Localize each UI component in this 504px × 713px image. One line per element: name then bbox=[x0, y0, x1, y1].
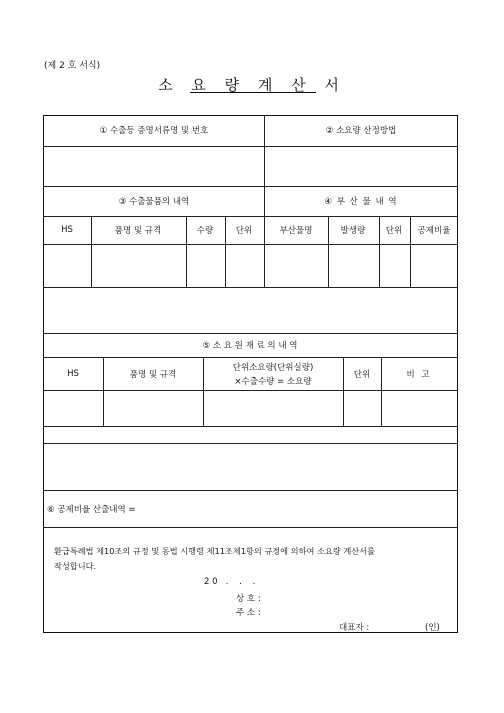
rule-8 bbox=[43, 390, 458, 391]
divider-sec2-2 bbox=[186, 216, 187, 287]
rule-7 bbox=[43, 357, 458, 358]
rule-9 bbox=[43, 426, 458, 427]
col-byproduct-unit: 단위 bbox=[385, 226, 403, 236]
statement-line-1: 환급특례법 제10조의 규정 및 동법 시행령 제11조제1항의 규정에 의하여 소요량 계산서를 bbox=[54, 546, 375, 556]
form-number: (제 2 호 서식) bbox=[44, 61, 101, 71]
divider-sec3-1 bbox=[103, 357, 104, 426]
rule-2 bbox=[43, 186, 458, 187]
divider-sec3-2 bbox=[203, 357, 204, 426]
col-hs: HS bbox=[61, 225, 73, 235]
company-name-label: 상 호 : bbox=[236, 594, 261, 604]
divider-sec2-6 bbox=[379, 216, 380, 287]
rule-1 bbox=[43, 146, 458, 147]
document-title: 소 요 량 계 산 서 bbox=[158, 76, 346, 94]
divider-sec2-3 bbox=[225, 216, 226, 287]
col-unit: 단위 bbox=[235, 226, 253, 236]
divider-sec3-4 bbox=[381, 357, 382, 426]
deduction-rate-calculation-label: ⑥ 공제비율 산출내역 = bbox=[47, 505, 136, 515]
rule-3 bbox=[43, 216, 458, 217]
divider-sec2-5 bbox=[328, 216, 329, 287]
raw-materials-header: ⑤ 소 요 원 재 료 의 내 역 bbox=[202, 341, 298, 351]
col-remarks: 비 고 bbox=[406, 370, 432, 380]
col-byproduct-name: 부산물명 bbox=[279, 226, 313, 236]
col-material-item-spec: 품명 및 규격 bbox=[129, 370, 177, 380]
col-material-hs: HS bbox=[67, 369, 79, 379]
divider-sec2-7 bbox=[410, 216, 411, 287]
rule-4 bbox=[43, 244, 458, 245]
col-export-quantity: ×수출수량 = 소요량 bbox=[234, 377, 312, 387]
col-amount-generated: 발생량 bbox=[340, 226, 366, 236]
rule-10 bbox=[43, 443, 458, 444]
rule-11 bbox=[43, 490, 458, 491]
col-unit-requirement: 단위소요량(단위실량) bbox=[232, 363, 314, 373]
calculation-method-header: ② 소요량 산정방법 bbox=[325, 126, 397, 136]
address-label: 주 소 : bbox=[236, 608, 261, 618]
representative-label: 대표자 : bbox=[339, 623, 370, 633]
rule-12 bbox=[43, 527, 458, 528]
rule-5 bbox=[43, 287, 458, 288]
statement-line-2: 작성합니다. bbox=[54, 561, 97, 571]
byproduct-header: ④ 부 산 물 내 역 bbox=[324, 197, 398, 207]
export-goods-header: ③ 수출물품의 내역 bbox=[118, 197, 190, 207]
col-deduction-rate: 공제비율 bbox=[417, 226, 451, 236]
divider-sec3-3 bbox=[343, 357, 344, 426]
seal-mark: (인) bbox=[425, 623, 440, 633]
col-quantity: 수량 bbox=[196, 226, 214, 236]
title-underline bbox=[190, 92, 316, 93]
rule-6 bbox=[43, 333, 458, 334]
col-material-unit: 단위 bbox=[353, 370, 371, 380]
export-document-header: ① 수출등 증명서류명 및 번호 bbox=[99, 126, 209, 136]
date-line: 2 0 . . . bbox=[204, 577, 256, 587]
divider-sec2-1 bbox=[91, 216, 92, 287]
col-item-spec: 품명 및 규격 bbox=[114, 226, 162, 236]
divider-section1 bbox=[264, 115, 265, 216]
divider-sec2-4 bbox=[264, 216, 265, 287]
